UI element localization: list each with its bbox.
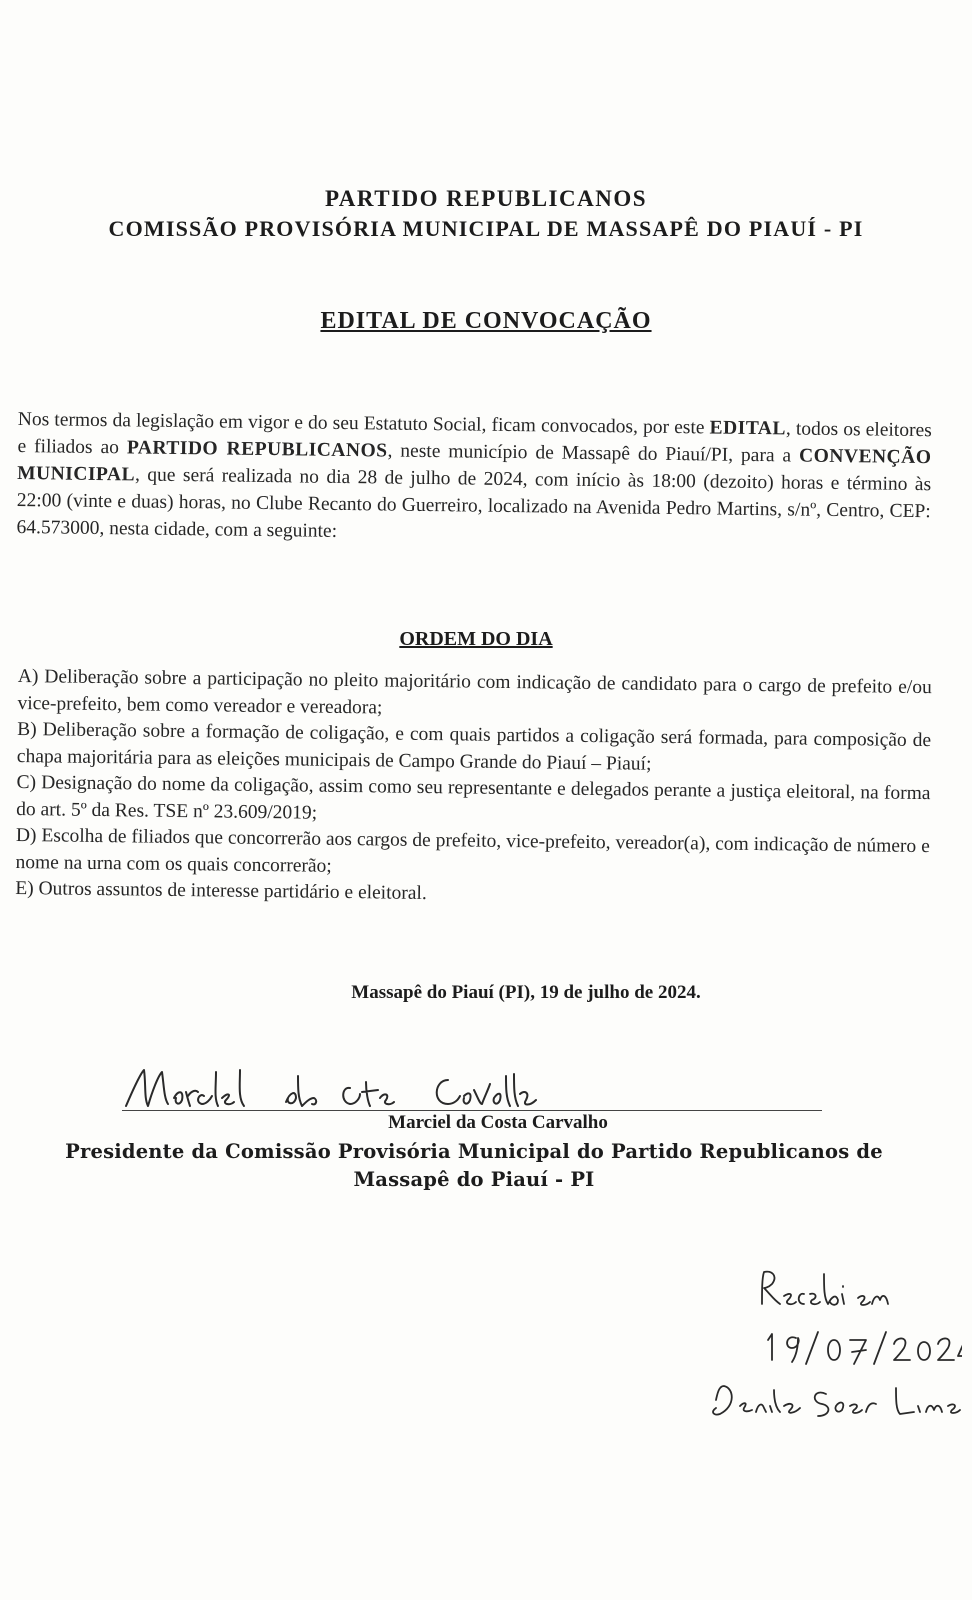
intro-text-3: , neste município de Massapê do Piauí/PI, para a — [387, 440, 800, 467]
agenda-item: C) Designação do nome da coligação, assim como seu representante e delegados perante a justiça eleitoral, na forma do art. 5º da Res. TSE nº 23.609/2019; — [16, 771, 931, 824]
place-date: Massapê do Piauí (PI), 19 de julho de 2024. — [351, 982, 701, 1003]
intro-text-1: Nos termos da legislação em vigor e do seu Estatuto Social, ficam convocados, por este — [17, 408, 710, 439]
intro-text-2: , todos os eleitores e filiados ao — [17, 418, 932, 459]
intro-bold-convention: CONVENÇÃO MUNICIPAL — [17, 445, 932, 486]
agenda-title: ORDEM DO DIA — [399, 628, 553, 650]
agenda-item: D) Escolha de filiados que concorrerão aos cargos de prefeito, vice-prefeito, vereador(a), com indicação de número e nome na urna com os quais concorrerão; — [15, 824, 930, 877]
agenda-item: E) Outros assuntos de interesse partidário e eleitoral. — [15, 877, 427, 905]
intro-bold-party: PARTIDO REPUBLICANOS — [126, 437, 388, 462]
signer-role: Presidente da Comissão Provisória Municipal do Partido Republicanos de Massapê do Piauí - PI — [65, 1140, 883, 1191]
signer-name: Marciel da Costa Carvalho — [388, 1112, 608, 1133]
handwritten-signature — [118, 1062, 598, 1116]
intro-text-4: , que será realizada no dia 28 de julho de 2024, com início às 18:00 (dezoito) horas e término às 22:00 (vinte e duas) horas, no Clube Recanto do Guerreiro, localizado na Avenida Pedro Martins, s/nº, Centro, CEP: 64.573000, nesta cidade, com a seguinte: — [16, 464, 932, 542]
document-title: EDITAL DE CONVOCAÇÃO — [320, 308, 652, 334]
convocation-paragraph — [16, 406, 932, 552]
intro-bold-edital: EDITAL — [709, 417, 787, 440]
agenda-list — [15, 664, 932, 914]
commission-header: COMISSÃO PROVISÓRIA MUNICIPAL DE MASSAPÊ DO PIAUÍ - PI — [108, 216, 864, 241]
agenda-item: B) Deliberação sobre a formação de coligação, e com quais partidos a coligação será formada, para composição de chapa majoritária para as eleições municipais de Campo Grande do Piauí – Piauí; — [16, 718, 932, 775]
signature-line — [122, 1110, 822, 1111]
party-header: PARTIDO REPUBLICANOS — [324, 186, 648, 211]
handwritten-receipt-note — [700, 1260, 962, 1450]
agenda-item: A) Deliberação sobre a participação no pleito majoritário com indicação de candidato para o cargo de prefeito e/ou vice-prefeito, bem como vereador e vereadora; — [17, 665, 932, 718]
